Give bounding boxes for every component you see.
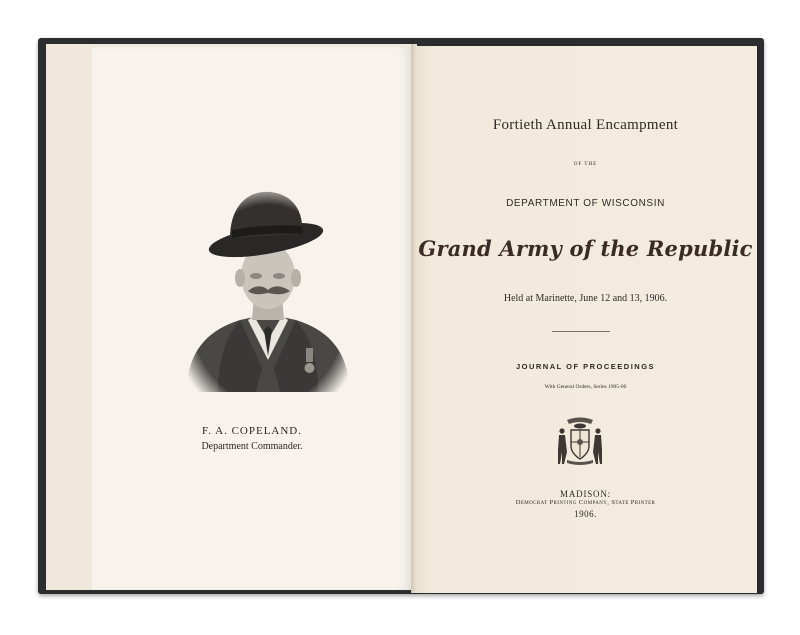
title-held-at: Held at Marinette, June 12 and 13, 1906. xyxy=(503,293,668,304)
title-general-orders: With General Orders, Series 1905-06 xyxy=(544,384,627,390)
imprint-year: 1906. xyxy=(574,509,597,519)
portrait-caption-title: Department Commander. xyxy=(201,441,303,452)
wisconsin-seal-image xyxy=(551,412,609,470)
title-department: DEPARTMENT OF WISCONSIN xyxy=(506,198,665,209)
portrait-caption-name: F. A. COPELAND. xyxy=(202,425,302,437)
title-of-the: OF THE xyxy=(573,162,598,167)
title-line-encampment: Fortieth Annual Encampment xyxy=(492,117,679,133)
imprint-printer: Democrat Printing Company, State Printer xyxy=(515,499,656,506)
imprint-city: MADISON: xyxy=(560,489,611,499)
portrait-image xyxy=(178,180,358,406)
title-organization: Grand Army of the Republic xyxy=(418,236,753,261)
title-divider xyxy=(552,331,610,332)
title-journal: JOURNAL OF PROCEEDINGS xyxy=(515,362,656,371)
